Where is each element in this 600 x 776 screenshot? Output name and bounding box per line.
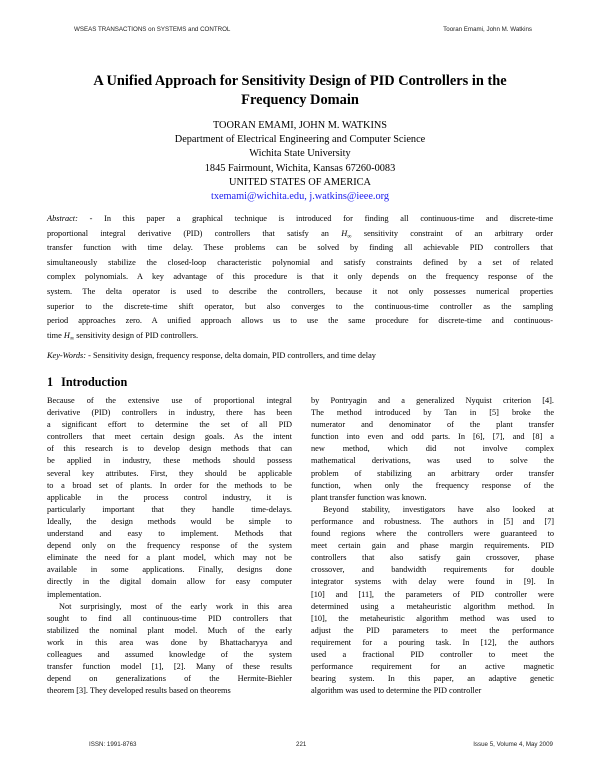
- text-line: [10] and [11], the parameters of PID controller were: [311, 589, 554, 599]
- text-line: function, when only the frequency response of the: [311, 480, 554, 490]
- text-line: Beyond stability, investigators have also looked at: [323, 504, 554, 514]
- text-line: derivative (PID) controllers in industry, there has been: [47, 408, 292, 418]
- page-footer: [47, 741, 553, 751]
- text-line: sought to find all continuous-time PID controllers that: [47, 613, 292, 623]
- abstract-line: system. The delta operator is used to describe the controllers, because it not only possesses numerical properties: [47, 286, 553, 296]
- header-authors: Tooran Emami, John M. Watkins: [443, 26, 532, 33]
- keywords-label: Key-Words:: [47, 351, 87, 360]
- abstract-line: proportional integral derivative (PID) controllers that satisfy an $H_\infty$ sensitivity constraint of an arbitrary order: [47, 228, 554, 240]
- text-line: stabilized the nominal plant model. Much of the early: [47, 625, 292, 635]
- text-line: by Pontryagin and a generalized Nyquist criterion [4].: [311, 396, 554, 405]
- h-infinity-symbol: $H_\infty$: [63, 330, 75, 342]
- university: Wichita State University: [249, 148, 351, 160]
- text-line: The method introduced by Tan in [5] broke the: [311, 408, 554, 418]
- issn: ISSN: 1991-8763: [89, 741, 137, 748]
- author-emails[interactable]: txemami@wichita.edu, j.watkins@ieee.org: [210, 191, 390, 203]
- keywords-text: - Sensitivity design, frequency response, delta domain, PID controllers, and time delay: [88, 351, 376, 360]
- country: UNITED STATES OF AMERICA: [229, 176, 371, 188]
- text-line: Because of the extensive use of proportional integral: [47, 396, 292, 405]
- title-line-1: A Unified Approach for Sensitivity Design of PID Controllers in the: [93, 73, 507, 89]
- abstract-line: superior to the discrete-time shift operator, but also converges to the continuous-time controller as the sampling: [47, 301, 553, 311]
- text-line: work in this area was done by Bhattacharyya and: [47, 637, 292, 647]
- text-line: requirement for a pouring task. In [12], the authors: [311, 637, 554, 647]
- right-column: [311, 395, 554, 697]
- text-line: mathematical derivations, was used to solve the: [311, 456, 554, 466]
- text-line: used a fractional PID controller to meet the: [311, 649, 554, 659]
- title-line-2: Frequency Domain: [241, 92, 359, 108]
- abstract-label: Abstract:: [47, 214, 78, 223]
- journal-name: WSEAS TRANSACTIONS on SYSTEMS and CONTROL: [74, 26, 231, 33]
- text-line: applicable in the process control industry, it is: [47, 492, 292, 502]
- text-line: to a broad set of plants. In order for the methods to be: [47, 480, 292, 490]
- text-line: depend on generalizations of the Hermite-Biehler: [47, 674, 292, 684]
- text-line: integrator systems with delay were found in [9]. In: [311, 577, 554, 587]
- author-names: TOORAN EMAMI, JOHN M. WATKINS: [212, 120, 388, 131]
- text-line: colleagues and assumed knowledge of the system: [47, 649, 292, 659]
- abstract-line: Abstract: - In this paper a graphical technique is introduced for finding all continuous-time and discrete-time: [47, 214, 553, 223]
- text-line: eliminate the need for a plant model, which may not be: [47, 553, 292, 563]
- paper-title: [60, 72, 540, 110]
- text-line: Not surprisingly, most of the early work in this area: [59, 601, 292, 611]
- abstract-line: time $H_\infty$ sensitivity design of PID controllers.: [47, 330, 199, 342]
- issue-info: Issue 5, Volume 4, May 2009: [473, 741, 553, 748]
- text-line: numerator and denominator of the plant transfer: [311, 420, 554, 430]
- text-line: bearing system. In this paper, an adaptive genetic: [311, 674, 554, 684]
- text-line: implementation.: [47, 589, 102, 599]
- abstract-line: complex polynomials. A key advantage of this procedure is that it only depends on the frequency response of the: [47, 272, 553, 282]
- text-line: found regions where the controllers were guaranteed to: [311, 529, 554, 539]
- section-title: Introduction: [61, 375, 128, 389]
- text-line: crossover, and bandwidth requirements for double: [311, 565, 554, 575]
- section-number: 1: [47, 375, 54, 389]
- text-line: adjust the PID parameters to meet the performance: [311, 625, 554, 635]
- text-line: depend only on the frequency response of the system: [47, 541, 292, 551]
- text-line: particularly important that they handle time-delays.: [47, 504, 292, 514]
- text-line: Ideally, the design methods would be simple to: [47, 516, 292, 526]
- text-line: available in some applications. Finally, designs done: [47, 565, 292, 575]
- h-infinity-symbol: $H_\infty$: [341, 228, 352, 240]
- running-header: [74, 26, 532, 36]
- text-line: determined using a metaheuristic algorithm method. In: [311, 601, 554, 611]
- text-line: controllers that also satisfy gain crossover, phase: [311, 553, 554, 563]
- abstract-line: simultaneously stabilize the closed-loop characteristic polynomial and satisfy constraints defined by a set of related: [47, 257, 553, 267]
- abstract-line: period approaches zero. A unified approach allows us to use the same procedure for discrete-time and continuous-: [47, 316, 553, 326]
- keywords: [47, 350, 553, 362]
- section-heading: [47, 375, 127, 390]
- department: Department of Electrical Engineering and Computer Science: [174, 134, 426, 146]
- abstract-line: transfer function with time delay. These problems can be solved by finding all achievable PID controllers that: [47, 243, 553, 253]
- left-column: [47, 395, 292, 697]
- text-line: of this research is to develop design methods that can: [47, 444, 292, 454]
- page-number: 221: [296, 741, 307, 748]
- text-line: function into even and odd parts. In [6], [7], and [8] a: [311, 432, 554, 442]
- text-line: new method, which did not involve complex: [311, 444, 554, 454]
- text-line: [10], the metaheuristic algorithm method was used to: [311, 613, 554, 623]
- text-line: a significant effort to determine the set of all PID: [47, 420, 292, 430]
- text-line: directly in the digital domain allow for easy computer: [47, 577, 292, 587]
- text-line: problem of stabilizing an arbitrary order transfer: [311, 468, 554, 478]
- address: 1845 Fairmount, Wichita, Kansas 67260-0083: [204, 162, 396, 174]
- text-line: theorem [3]. They developed results based on theorems: [47, 686, 231, 696]
- author-block: [60, 119, 540, 204]
- text-line: several key attributes. First, they should be applicable: [47, 468, 292, 478]
- abstract: [47, 212, 553, 343]
- text-line: plant transfer function was known.: [311, 492, 427, 502]
- text-line: performance requirement for an active magnetic: [311, 662, 554, 672]
- text-line: be applied in industry, these methods should possess: [47, 456, 292, 466]
- text-line: algorithm was used to determine the PID controller: [311, 686, 482, 696]
- text-line: meet certain gain and phase margin requirements. PID: [311, 541, 554, 551]
- text-line: performance and robustness. The authors in [5] and [7]: [311, 516, 554, 526]
- text-line: transfer function model [1], [2]. Many of these results: [47, 662, 292, 672]
- text-line: understand and easy to implement. Methods that: [47, 529, 292, 539]
- text-line: controllers that meet certain design goals. As the intent: [47, 432, 292, 442]
